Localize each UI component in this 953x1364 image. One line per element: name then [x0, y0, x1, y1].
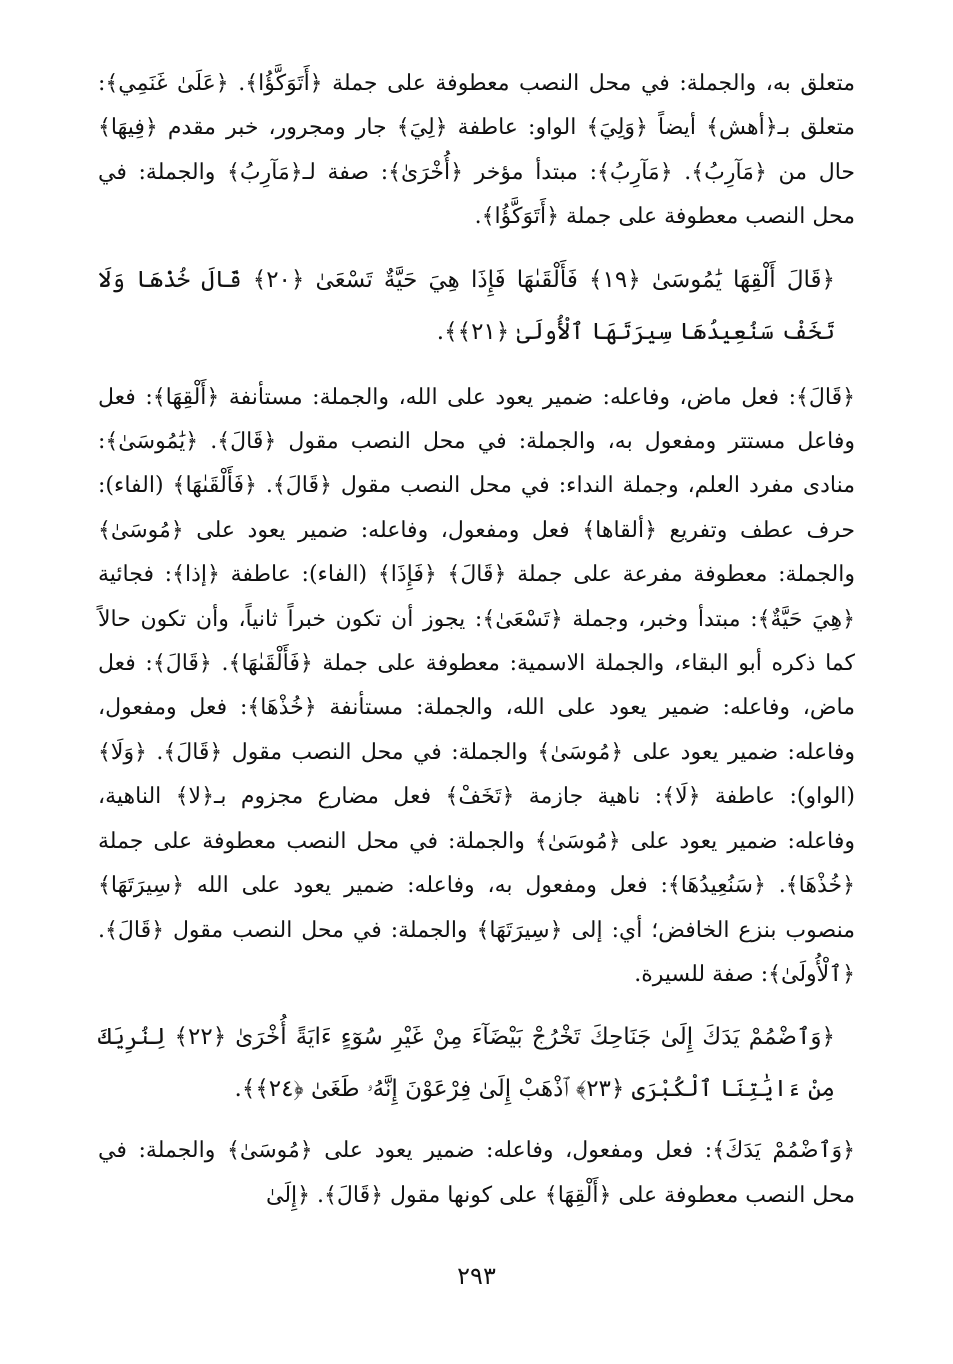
paragraph-gap: [98, 240, 855, 254]
commentary-paragraph: ﴿قَالَ﴾: فعل ماض، وفاعله: ضمير يعود على الله، والجملة: مستأنفة ﴿أَلْقِهَا﴾: فعل وفاعل مستتر ومفعول به، والجملة: في محل النصب مقول ﴿قَالَ﴾. ﴿يَٰمُوسَىٰ﴾: منادى مفرد العلم، وجملة النداء: في محل النصب مقول ﴿قَالَ﴾. ﴿فَأَلْقَىٰهَا﴾ (الفاء): حرف عطف وتفريع ﴿ألقاها﴾ فعل ومفعول، وفاعله: ضمير يعود على ﴿مُوسَىٰ﴾ والجملة: معطوفة مفرعة على جملة ﴿قَالَ﴾ ﴿فَإِذَا﴾ (الفاء): عاطفة ﴿إذا﴾: فجائية ﴿هِيَ حَيَّةٌ﴾: مبتدأ وخبر، وجملة ﴿تَسْعَىٰ﴾: يجوز أن تكون خبراً ثانياً، وأن تكون حالاً كما ذكره أبو البقاء، والجملة الاسمية: معطوفة على جملة ﴿فَأَلْقَىٰهَا﴾. ﴿قَالَ﴾: فعل ماض، وفاعله: ضمير يعود على الله، والجملة: مستأنفة ﴿خُذْهَا﴾: فعل ومفعول، وفاعله: ضمير يعود على ﴿مُوسَىٰ﴾ والجملة: في محل النصب مقول ﴿قَالَ﴾. ﴿وَلَا﴾ (الواو): عاطفة ﴿لَا﴾: ناهية جازمة ﴿تَخَفْ﴾ فعل مضارع مجزوم بـ﴿لا﴾ الناهية، وفاعله: ضمير يعود على ﴿مُوسَىٰ﴾ والجملة: في محل النصب معطوفة على جملة ﴿خُذْهَا﴾. ﴿سَنُعِيدُهَا﴾: فعل ومفعول به، وفاعله: ضمير يعود على الله ﴿سِيرَتَهَا﴾ منصوب بنزع الخافض؛ أي: إلى ﴿سِيرَتَهَا﴾ والجملة: في محل النصب مقول ﴿قَالَ﴾. ﴿ٱلْأُولَىٰ﴾: صفة للسيرة.: [98, 384, 855, 987]
paragraph-gap: [98, 358, 855, 376]
paragraph-gap: [98, 997, 855, 1011]
page-number: ٢٩٣: [457, 1262, 496, 1290]
paragraph-gap: [98, 1115, 855, 1129]
page-body: [98, 62, 855, 1218]
quran-verse-block: ﴿قَالَ أَلْقِهَا يَٰمُوسَىٰ ﴿١٩﴾ فَأَلْقَىٰهَا فَإِذَا هِيَ حَيَّةٌ تَسْعَىٰ ﴿٢٠﴾ قَالَ خُذْهَا وَلَا تَخَفْ سَنُعِيدُهَا سِيرَتَهَا ٱلْأُولَىٰ ﴿٢١﴾﴾.: [98, 266, 836, 345]
commentary-paragraph: ﴿وَٱضْمُمْ يَدَكَ﴾: فعل ومفعول، وفاعله: ضمير يعود على ﴿مُوسَىٰ﴾ والجملة: في محل النصب معطوفة على ﴿أَلْقِهَا﴾ على كونها مقول ﴿قَالَ﴾. ﴿إِلَىٰ: [98, 1138, 855, 1208]
quran-verse-block: ﴿وَٱضْمُمْ يَدَكَ إِلَىٰ جَنَاحِكَ تَخْرُجْ بَيْضَآءَ مِنْ غَيْرِ سُوٓءٍ ءَايَةً أُخْرَىٰ ﴿٢٢﴾ لِنُرِيَكَ مِنْ ءَايَٰتِنَا ٱلْكُبْرَى ﴿٢٣﴾ ٱذْهَبْ إِلَىٰ فِرْعَوْنَ إِنَّهُۥ طَغَىٰ ﴿٢٤﴾﴾.: [98, 1024, 836, 1103]
commentary-paragraph: متعلق به، والجملة: في محل النصب معطوفة على جملة ﴿أَتَوَكَّؤُا﴾. ﴿عَلَىٰ غَنَمِي﴾: متعلق بـ﴿أهش﴾ أيضاً ﴿وَلِيَ﴾ الواو: عاطفة ﴿لِيَ﴾ جار ومجرور، خبر مقدم ﴿فِيهَا﴾ حال من ﴿مَآرِبُ﴾. ﴿مَآرِبُ﴾: مبتدأ مؤخر ﴿أُخْرَىٰ﴾: صفة لـ﴿مَآرِبُ﴾ والجملة: في محل النصب معطوفة على جملة ﴿أَتَوَكَّؤُا﴾.: [98, 71, 855, 230]
